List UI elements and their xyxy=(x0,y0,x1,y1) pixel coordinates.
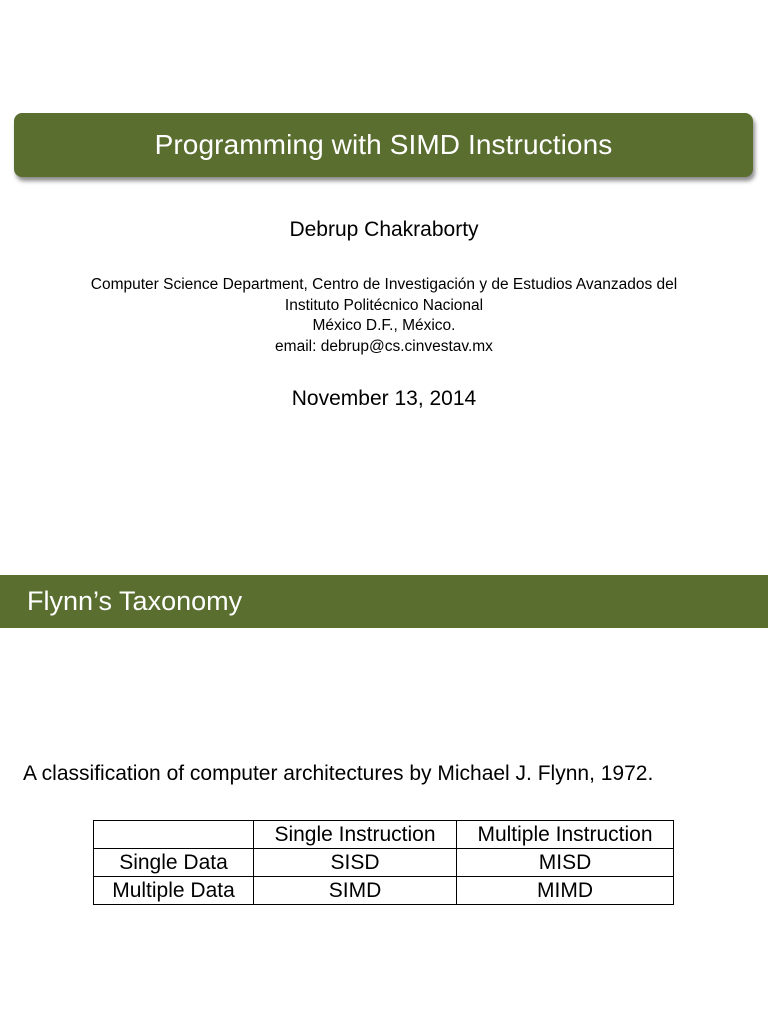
frame-title-bar xyxy=(0,575,768,628)
frame-title: Flynn’s Taxonomy xyxy=(27,586,243,616)
table-row-header: Single Data xyxy=(94,849,254,877)
table-cell: MIMD xyxy=(457,877,674,905)
affiliation-email: email: debrup@cs.cinvestav.mx xyxy=(275,337,493,355)
title-slide xyxy=(0,58,768,512)
affiliation-line-2: Instituto Politécnico Nacional xyxy=(284,296,484,314)
taxonomy-table xyxy=(93,820,674,905)
table-cell: MISD xyxy=(457,849,674,877)
presentation-date: November 13, 2014 xyxy=(291,387,477,410)
title-box xyxy=(14,113,753,177)
intro-text: A classification of computer architectures by Michael J. Flynn, 1972. xyxy=(23,762,654,785)
presentation-title: Programming with SIMD Instructions xyxy=(154,129,613,160)
table-header-row xyxy=(94,821,674,849)
table-row-header: Multiple Data xyxy=(94,877,254,905)
affiliation-block xyxy=(0,275,768,357)
flynn-taxonomy-slide xyxy=(0,512,768,1024)
table-row xyxy=(94,877,674,905)
table-cell: SIMD xyxy=(254,877,457,905)
table-row xyxy=(94,849,674,877)
author-name: Debrup Chakraborty xyxy=(289,218,479,241)
affiliation-line-1: Computer Science Department, Centro de Investigación y de Estudios Avanzados del xyxy=(90,276,678,293)
table-header-cell: Multiple Instruction xyxy=(457,821,674,849)
table-header-cell: Single Instruction xyxy=(254,821,457,849)
affiliation-line-3: México D.F., México. xyxy=(312,317,456,334)
table-cell: SISD xyxy=(254,849,457,877)
table-corner-cell xyxy=(94,821,254,849)
